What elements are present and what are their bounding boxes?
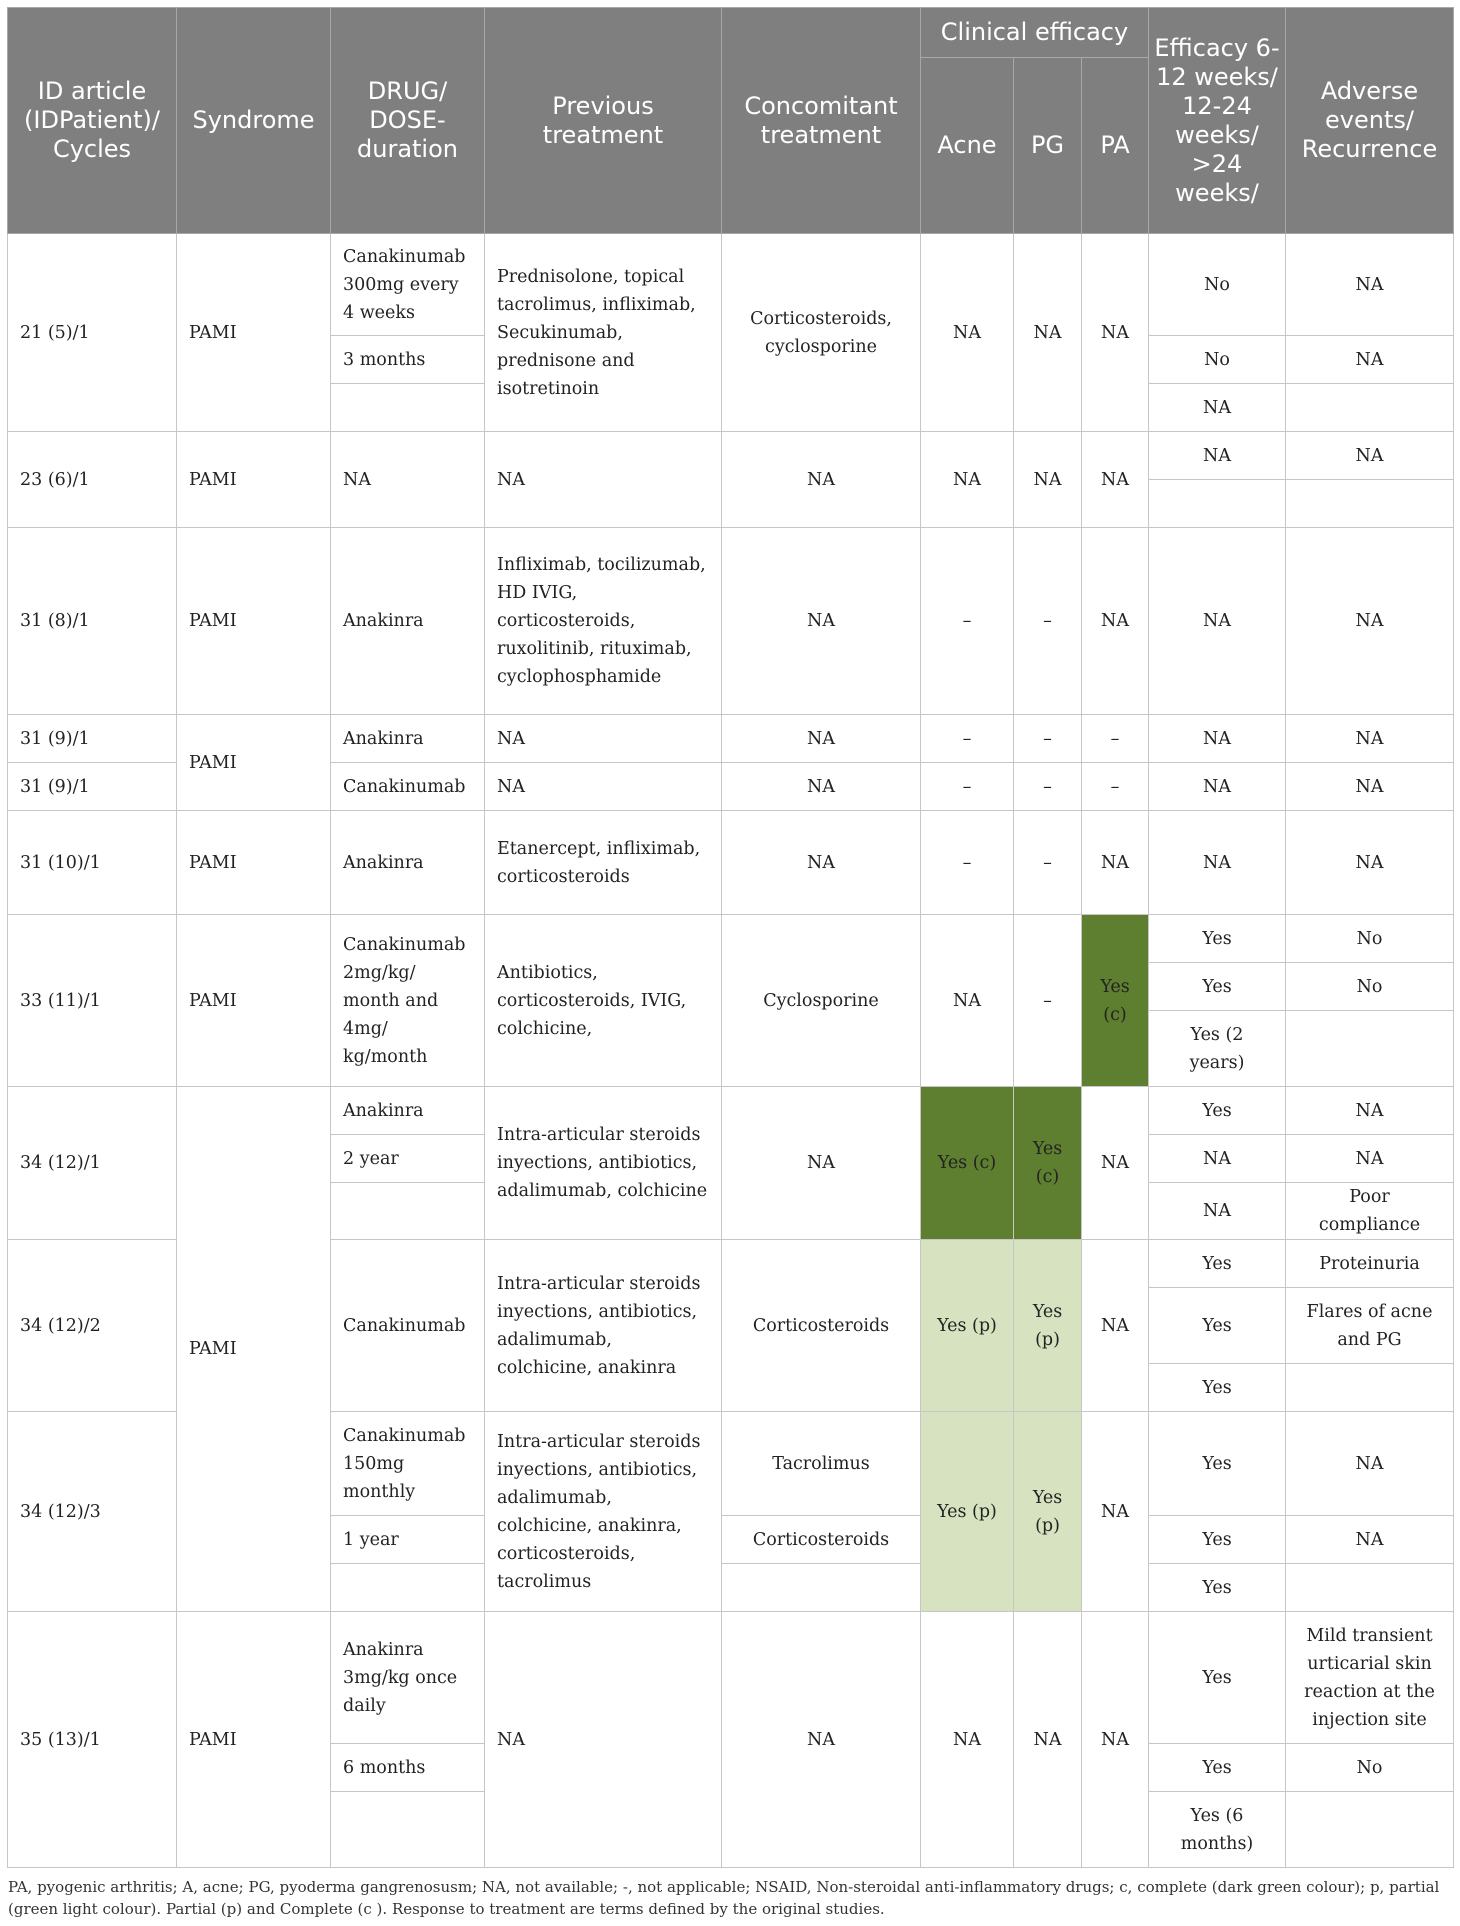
cell-pa: NA: [1082, 1612, 1149, 1868]
cell-id: 34 (12)/3: [8, 1412, 177, 1612]
cell-adverse: NA: [1286, 763, 1454, 811]
cell-adverse: [1286, 384, 1454, 432]
cell-drug: Anakinra: [331, 811, 485, 915]
cell-pa: –: [1082, 715, 1149, 763]
cell-drug-duration: 6 months: [331, 1744, 485, 1792]
cell-efficacy: NA: [1149, 715, 1286, 763]
cell-concomitant: NA: [722, 763, 921, 811]
cell-pg: NA: [1014, 1612, 1082, 1868]
cell-pa: NA: [1082, 1240, 1149, 1412]
cell-efficacy: Yes: [1149, 1744, 1286, 1792]
table-row: [8, 1087, 1454, 1135]
cell-previous: NA: [485, 1612, 722, 1868]
cell-previous: Infliximab, tocilizumab, HD IVIG, corticosteroids, ruxolitinib, rituximab, cyclophosphamide: [485, 528, 722, 715]
cell-efficacy: NA: [1149, 763, 1286, 811]
cell-efficacy: Yes: [1149, 1412, 1286, 1516]
table-row: [8, 234, 1454, 336]
cell-pg: –: [1014, 915, 1082, 1087]
cell-efficacy: NA: [1149, 384, 1286, 432]
cell-syndrome: PAMI: [177, 234, 331, 432]
cell-adverse: Poor compliance: [1286, 1183, 1454, 1240]
table-row: [8, 715, 1454, 763]
cell-id: 35 (13)/1: [8, 1612, 177, 1868]
cell-acne: NA: [921, 234, 1014, 432]
table-row: [8, 1612, 1454, 1744]
cell-concomitant: Tacrolimus: [722, 1412, 921, 1516]
cell-pg: –: [1014, 763, 1082, 811]
cell-efficacy: Yes: [1149, 1364, 1286, 1412]
cell-pg: –: [1014, 528, 1082, 715]
cell-drug-duration: 1 year: [331, 1516, 485, 1564]
cell-efficacy: NA: [1149, 1183, 1286, 1240]
cell-concomitant: NA: [722, 528, 921, 715]
cell-drug: Canakinumab: [331, 1240, 485, 1412]
cell-previous: Antibiotics, corticosteroids, IVIG, colchicine,: [485, 915, 722, 1087]
cell-adverse: [1286, 1364, 1454, 1412]
cell-efficacy: Yes: [1149, 963, 1286, 1011]
cell-drug-empty: [331, 384, 485, 432]
cell-id: 21 (5)/1: [8, 234, 177, 432]
cell-previous: Intra-articular steroids inyections, antibiotics, adalimumab, colchicine: [485, 1087, 722, 1240]
cell-pg: NA: [1014, 234, 1082, 432]
results-table: [7, 7, 1454, 1868]
cell-efficacy: Yes (2 years): [1149, 1011, 1286, 1087]
cell-drug-empty: [331, 1564, 485, 1612]
cell-pa: NA: [1082, 811, 1149, 915]
cell-id: 31 (9)/1: [8, 763, 177, 811]
cell-concomitant: Cyclosporine: [722, 915, 921, 1087]
cell-drug: Anakinra 3mg/kg once daily: [331, 1612, 485, 1744]
cell-id: 31 (9)/1: [8, 715, 177, 763]
header-pg: PG: [1014, 58, 1082, 234]
cell-pg-partial: Yes (p): [1014, 1412, 1082, 1612]
cell-id: 34 (12)/2: [8, 1240, 177, 1412]
cell-drug: NA: [331, 432, 485, 528]
cell-adverse: NA: [1286, 528, 1454, 715]
cell-efficacy: Yes: [1149, 915, 1286, 963]
cell-id: 31 (10)/1: [8, 811, 177, 915]
cell-concomitant: Corticosteroids: [722, 1516, 921, 1564]
cell-previous: Intra-articular steroids inyections, antibiotics, adalimumab, colchicine, anakinra, corticosteroids, tacrolimus: [485, 1412, 722, 1612]
cell-concomitant: NA: [722, 715, 921, 763]
cell-syndrome: PAMI: [177, 811, 331, 915]
cell-acne: –: [921, 811, 1014, 915]
cell-drug-duration: 2 year: [331, 1135, 485, 1183]
cell-drug-empty: [331, 1183, 485, 1240]
cell-acne: NA: [921, 915, 1014, 1087]
cell-concomitant: Corticosteroids: [722, 1240, 921, 1412]
cell-adverse: [1286, 1564, 1454, 1612]
cell-acne-partial: Yes (p): [921, 1412, 1014, 1612]
header-previous: Previous treatment: [485, 8, 722, 234]
cell-efficacy: Yes: [1149, 1516, 1286, 1564]
header-drug: DRUG/ DOSE-duration: [331, 8, 485, 234]
cell-drug: Canakinumab 300mg every 4 weeks: [331, 234, 485, 336]
cell-concomitant-empty: [722, 1564, 921, 1612]
cell-adverse: No: [1286, 963, 1454, 1011]
cell-efficacy: No: [1149, 234, 1286, 336]
cell-adverse: NA: [1286, 336, 1454, 384]
cell-pa: NA: [1082, 1087, 1149, 1240]
cell-adverse: NA: [1286, 715, 1454, 763]
header-id: ID article (IDPatient)/ Cycles: [8, 8, 177, 234]
table-body: [8, 234, 1454, 1868]
cell-pg-complete: Yes (c): [1014, 1087, 1082, 1240]
table-row: [8, 811, 1454, 915]
cell-efficacy: NA: [1149, 528, 1286, 715]
cell-adverse: NA: [1286, 1516, 1454, 1564]
cell-efficacy: NA: [1149, 432, 1286, 480]
header-acne: Acne: [921, 58, 1014, 234]
cell-pg: –: [1014, 715, 1082, 763]
header-syndrome: Syndrome: [177, 8, 331, 234]
cell-efficacy: Yes: [1149, 1612, 1286, 1744]
cell-drug: Anakinra: [331, 1087, 485, 1135]
cell-drug: Canakinumab: [331, 763, 485, 811]
cell-acne: –: [921, 715, 1014, 763]
cell-acne-partial: Yes (p): [921, 1240, 1014, 1412]
cell-adverse: Flares of acne and PG: [1286, 1288, 1454, 1364]
cell-acne-complete: Yes (c): [921, 1087, 1014, 1240]
cell-adverse: NA: [1286, 234, 1454, 336]
cell-drug: Canakinumab 2mg/kg/ month and 4mg/ kg/month: [331, 915, 485, 1087]
cell-id: 33 (11)/1: [8, 915, 177, 1087]
cell-drug-duration: 3 months: [331, 336, 485, 384]
cell-efficacy: [1149, 480, 1286, 528]
cell-syndrome: PAMI: [177, 528, 331, 715]
cell-efficacy: NA: [1149, 1135, 1286, 1183]
cell-drug: Anakinra: [331, 715, 485, 763]
cell-drug: Canakinumab 150mg monthly: [331, 1412, 485, 1516]
cell-adverse: NA: [1286, 811, 1454, 915]
cell-efficacy: No: [1149, 336, 1286, 384]
cell-efficacy: Yes: [1149, 1288, 1286, 1364]
cell-id: 31 (8)/1: [8, 528, 177, 715]
cell-concomitant: NA: [722, 811, 921, 915]
cell-drug: Anakinra: [331, 528, 485, 715]
cell-adverse: No: [1286, 1744, 1454, 1792]
cell-concomitant: NA: [722, 432, 921, 528]
table-row: [8, 528, 1454, 715]
cell-previous: Prednisolone, topical tacrolimus, infliximab, Secukinumab, prednisone and isotretinoin: [485, 234, 722, 432]
header-adverse: Adverse events/ Recurrence: [1286, 8, 1454, 234]
cell-adverse: Mild transient urticarial skin reaction at the injection site: [1286, 1612, 1454, 1744]
cell-previous: NA: [485, 763, 722, 811]
cell-syndrome: PAMI: [177, 715, 331, 811]
table-container: [7, 7, 1453, 1920]
cell-pa: NA: [1082, 1412, 1149, 1612]
cell-adverse: NA: [1286, 1135, 1454, 1183]
cell-adverse: NA: [1286, 1087, 1454, 1135]
cell-adverse: [1286, 1792, 1454, 1868]
cell-previous: Intra-articular steroids inyections, antibiotics, adalimumab, colchicine, anakinra: [485, 1240, 722, 1412]
cell-adverse: NA: [1286, 432, 1454, 480]
header-concomitant: Concomitant treatment: [722, 8, 921, 234]
cell-drug-empty: [331, 1792, 485, 1868]
cell-id: 23 (6)/1: [8, 432, 177, 528]
table-row: [8, 915, 1454, 963]
cell-concomitant: NA: [722, 1087, 921, 1240]
cell-id: 34 (12)/1: [8, 1087, 177, 1240]
cell-syndrome: PAMI: [177, 1612, 331, 1868]
cell-adverse: No: [1286, 915, 1454, 963]
cell-efficacy: Yes: [1149, 1240, 1286, 1288]
cell-previous: NA: [485, 715, 722, 763]
cell-concomitant: NA: [722, 1612, 921, 1868]
cell-previous: Etanercept, infliximab, corticosteroids: [485, 811, 722, 915]
cell-acne: NA: [921, 1612, 1014, 1868]
cell-pa: NA: [1082, 234, 1149, 432]
table-header: [8, 8, 1454, 234]
cell-acne: –: [921, 763, 1014, 811]
cell-efficacy: Yes: [1149, 1087, 1286, 1135]
cell-efficacy: Yes (6 months): [1149, 1792, 1286, 1868]
cell-pa: NA: [1082, 528, 1149, 715]
header-pa: PA: [1082, 58, 1149, 234]
cell-adverse: NA: [1286, 1412, 1454, 1516]
cell-efficacy: Yes: [1149, 1564, 1286, 1612]
table-row: [8, 432, 1454, 480]
cell-pg: –: [1014, 811, 1082, 915]
cell-syndrome: PAMI: [177, 915, 331, 1087]
header-efficacy: Efficacy 6-12 weeks/ 12-24 weeks/ >24 weeks/: [1149, 8, 1286, 234]
cell-pg-partial: Yes (p): [1014, 1240, 1082, 1412]
cell-syndrome: PAMI: [177, 1087, 331, 1612]
cell-acne: –: [921, 528, 1014, 715]
cell-previous: NA: [485, 432, 722, 528]
table-footnote: PA, pyogenic arthritis; A, acne; PG, pyoderma gangrenosusm; NA, not available; -, not applicable; NSAID, Non-steroidal anti-inflammatory drugs; c, complete (dark green colour); p, partial (green light colour). Partial (p) and Complete (c ). Response to treatment are terms defined by the original studies.: [8, 1878, 1440, 1918]
cell-concomitant: Corticosteroids, cyclosporine: [722, 234, 921, 432]
cell-pa: NA: [1082, 432, 1149, 528]
cell-pa-complete: Yes (c): [1082, 915, 1149, 1087]
cell-adverse: Proteinuria: [1286, 1240, 1454, 1288]
cell-acne: NA: [921, 432, 1014, 528]
header-clinical-efficacy: Clinical efficacy: [921, 8, 1149, 58]
cell-efficacy: NA: [1149, 811, 1286, 915]
cell-adverse: [1286, 1011, 1454, 1087]
cell-pg: NA: [1014, 432, 1082, 528]
cell-pa: –: [1082, 763, 1149, 811]
cell-syndrome: PAMI: [177, 432, 331, 528]
cell-adverse: [1286, 480, 1454, 528]
